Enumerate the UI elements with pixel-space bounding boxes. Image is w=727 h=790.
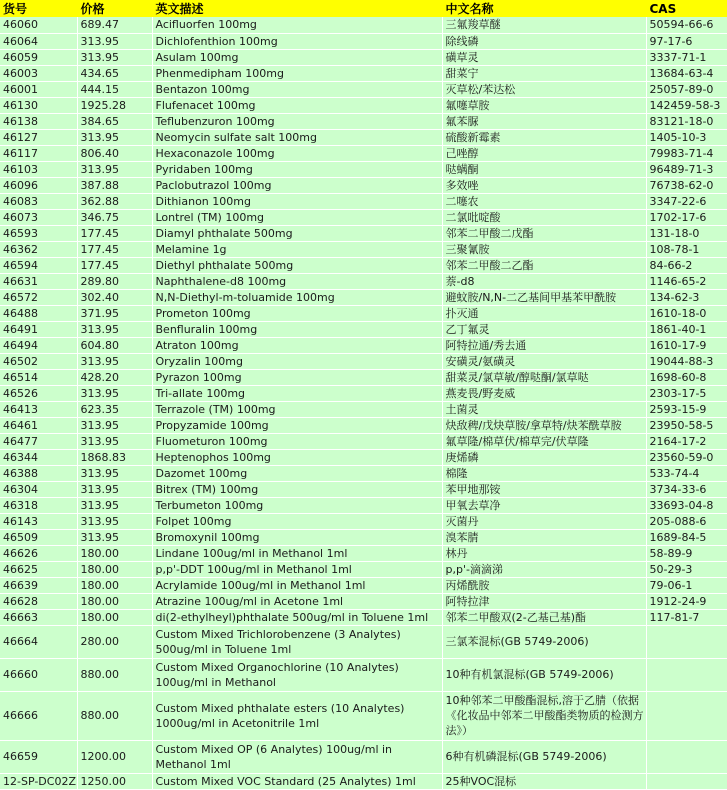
cell-english-description: Bentazon 100mg: [152, 81, 442, 97]
cell-price: 346.75: [77, 209, 152, 225]
table-row: [0, 417, 727, 433]
table-row: [0, 17, 727, 33]
cell-english-description: Heptenophos 100mg: [152, 449, 442, 465]
cell-english-description: Phenmedipham 100mg: [152, 65, 442, 81]
cell-item-number: 46663: [0, 609, 77, 625]
cell-chinese-name: 10种邻苯二甲酸酯混标,溶于乙腈（依据《化妆品中邻苯二甲酸酯类物质的检测方法》）: [442, 691, 646, 740]
cell-english-description: N,N-Diethyl-m-toluamide 100mg: [152, 289, 442, 305]
cell-price: 313.95: [77, 417, 152, 433]
cell-item-number: 12-SP-DC02Z: [0, 773, 77, 789]
header-item-number: 货号: [0, 0, 77, 17]
header-cas: CAS: [646, 0, 727, 17]
cell-item-number: 46073: [0, 209, 77, 225]
table-row: [0, 177, 727, 193]
cell-price: 302.40: [77, 289, 152, 305]
cell-item-number: 46413: [0, 401, 77, 417]
cell-cas: 108-78-1: [646, 241, 727, 257]
cell-english-description: Acrylamide 100ug/ml in Methanol 1ml: [152, 577, 442, 593]
table-row: [0, 497, 727, 513]
cell-cas: 1861-40-1: [646, 321, 727, 337]
cell-cas: [646, 658, 727, 691]
cell-price: 280.00: [77, 625, 152, 658]
cell-english-description: Lontrel (TM) 100mg: [152, 209, 442, 225]
cell-price: 313.95: [77, 497, 152, 513]
cell-cas: 1405-10-3: [646, 129, 727, 145]
cell-cas: 13684-63-4: [646, 65, 727, 81]
table-row: [0, 465, 727, 481]
cell-english-description: Bromoxynil 100mg: [152, 529, 442, 545]
cell-cas: 79-06-1: [646, 577, 727, 593]
cell-cas: 84-66-2: [646, 257, 727, 273]
cell-english-description: Pyridaben 100mg: [152, 161, 442, 177]
cell-price: 313.95: [77, 49, 152, 65]
cell-item-number: 46594: [0, 257, 77, 273]
cell-price: 177.45: [77, 225, 152, 241]
cell-price: 428.20: [77, 369, 152, 385]
cell-english-description: Melamine 1g: [152, 241, 442, 257]
cell-cas: 533-74-4: [646, 465, 727, 481]
cell-english-description: Oryzalin 100mg: [152, 353, 442, 369]
cell-cas: 2164-17-2: [646, 433, 727, 449]
cell-price: 313.95: [77, 33, 152, 49]
cell-item-number: 46666: [0, 691, 77, 740]
cell-price: 1925.28: [77, 97, 152, 113]
cell-english-description: Atrazine 100ug/ml in Acetone 1ml: [152, 593, 442, 609]
cell-english-description: Lindane 100ug/ml in Methanol 1ml: [152, 545, 442, 561]
cell-cas: 3734-33-6: [646, 481, 727, 497]
cell-english-description: Naphthalene-d8 100mg: [152, 273, 442, 289]
cell-english-description: Dazomet 100mg: [152, 465, 442, 481]
cell-chinese-name: 除线磷: [442, 33, 646, 49]
table-row: [0, 369, 727, 385]
cell-item-number: 46502: [0, 353, 77, 369]
cell-price: 1868.83: [77, 449, 152, 465]
cell-chinese-name: 甜菜宁: [442, 65, 646, 81]
table-row: [0, 740, 727, 773]
cell-chinese-name: 甲氧去草净: [442, 497, 646, 513]
cell-item-number: 46060: [0, 17, 77, 33]
cell-chinese-name: 灭草松/苯达松: [442, 81, 646, 97]
cell-cas: 1912-24-9: [646, 593, 727, 609]
cell-chinese-name: 乙丁氟灵: [442, 321, 646, 337]
cell-price: 444.15: [77, 81, 152, 97]
table-row: [0, 658, 727, 691]
cell-price: 180.00: [77, 545, 152, 561]
cell-chinese-name: 三氯苯混标(GB 5749-2006): [442, 625, 646, 658]
table-row: [0, 321, 727, 337]
cell-item-number: 46304: [0, 481, 77, 497]
cell-chinese-name: 阿特拉通/秀去通: [442, 337, 646, 353]
cell-item-number: 46660: [0, 658, 77, 691]
cell-item-number: 46631: [0, 273, 77, 289]
cell-item-number: 46362: [0, 241, 77, 257]
table-row: [0, 81, 727, 97]
cell-price: 180.00: [77, 593, 152, 609]
cell-chinese-name: 林丹: [442, 545, 646, 561]
table-row: [0, 401, 727, 417]
cell-chinese-name: p,p'-滴滴涕: [442, 561, 646, 577]
cell-cas: [646, 691, 727, 740]
cell-price: 1200.00: [77, 740, 152, 773]
cell-price: 313.95: [77, 385, 152, 401]
table-row: [0, 241, 727, 257]
table-row: [0, 305, 727, 321]
cell-english-description: Bitrex (TM) 100mg: [152, 481, 442, 497]
cell-cas: 117-81-7: [646, 609, 727, 625]
cell-english-description: Propyzamide 100mg: [152, 417, 442, 433]
cell-cas: 76738-62-0: [646, 177, 727, 193]
cell-cas: 23560-59-0: [646, 449, 727, 465]
cell-cas: 79983-71-4: [646, 145, 727, 161]
table-row: [0, 129, 727, 145]
table-row: [0, 433, 727, 449]
table-row: [0, 773, 727, 789]
cell-item-number: 46491: [0, 321, 77, 337]
table-row: [0, 625, 727, 658]
table-row: [0, 353, 727, 369]
cell-item-number: 46064: [0, 33, 77, 49]
cell-chinese-name: 萘-d8: [442, 273, 646, 289]
cell-price: 1250.00: [77, 773, 152, 789]
cell-cas: 131-18-0: [646, 225, 727, 241]
cell-price: 806.40: [77, 145, 152, 161]
cell-item-number: 46143: [0, 513, 77, 529]
cell-english-description: p,p'-DDT 100ug/ml in Methanol 1ml: [152, 561, 442, 577]
cell-price: 362.88: [77, 193, 152, 209]
cell-price: 313.95: [77, 129, 152, 145]
table-row: [0, 593, 727, 609]
cell-cas: 50594-66-6: [646, 17, 727, 33]
header-price: 价格: [77, 0, 152, 17]
cell-cas: 134-62-3: [646, 289, 727, 305]
cell-english-description: Paclobutrazol 100mg: [152, 177, 442, 193]
cell-english-description: Custom Mixed Trichlorobenzene (3 Analytes) 500ug/ml in Toluene 1ml: [152, 625, 442, 658]
table-row: [0, 65, 727, 81]
cell-item-number: 46003: [0, 65, 77, 81]
cell-chinese-name: 氟苯脲: [442, 113, 646, 129]
cell-english-description: Dithianon 100mg: [152, 193, 442, 209]
cell-price: 880.00: [77, 691, 152, 740]
cell-cas: 23950-58-5: [646, 417, 727, 433]
table-row: [0, 273, 727, 289]
table-row: [0, 561, 727, 577]
table-row: [0, 449, 727, 465]
cell-price: 313.95: [77, 481, 152, 497]
cell-price: 689.47: [77, 17, 152, 33]
cell-cas: 97-17-6: [646, 33, 727, 49]
cell-chinese-name: 安磺灵/氨磺灵: [442, 353, 646, 369]
table-row: [0, 33, 727, 49]
table-row: [0, 481, 727, 497]
cell-english-description: Prometon 100mg: [152, 305, 442, 321]
cell-chinese-name: 邻苯二甲酸二乙酯: [442, 257, 646, 273]
cell-item-number: 46477: [0, 433, 77, 449]
cell-cas: [646, 740, 727, 773]
cell-item-number: 46628: [0, 593, 77, 609]
cell-english-description: Hexaconazole 100mg: [152, 145, 442, 161]
cell-english-description: Pyrazon 100mg: [152, 369, 442, 385]
cell-chinese-name: 多效唑: [442, 177, 646, 193]
cell-item-number: 46138: [0, 113, 77, 129]
cell-english-description: Terbumeton 100mg: [152, 497, 442, 513]
cell-item-number: 46096: [0, 177, 77, 193]
cell-price: 371.95: [77, 305, 152, 321]
table-row: [0, 257, 727, 273]
cell-cas: 96489-71-3: [646, 161, 727, 177]
cell-price: 313.95: [77, 465, 152, 481]
cell-price: 177.45: [77, 241, 152, 257]
table-row: [0, 289, 727, 305]
cell-english-description: Neomycin sulfate salt 100mg: [152, 129, 442, 145]
cell-item-number: 46659: [0, 740, 77, 773]
table-row: [0, 337, 727, 353]
cell-price: 384.65: [77, 113, 152, 129]
cell-chinese-name: 溴苯腈: [442, 529, 646, 545]
cell-english-description: Custom Mixed VOC Standard (25 Analytes) 1ml: [152, 773, 442, 789]
cell-cas: 2593-15-9: [646, 401, 727, 417]
cell-english-description: Diamyl phthalate 500mg: [152, 225, 442, 241]
cell-cas: 3337-71-1: [646, 49, 727, 65]
cell-chinese-name: 灭菌丹: [442, 513, 646, 529]
cell-english-description: Custom Mixed phthalate esters (10 Analytes) 1000ug/ml in Acetonitrile 1ml: [152, 691, 442, 740]
cell-english-description: Custom Mixed OP (6 Analytes) 100ug/ml in Methanol 1ml: [152, 740, 442, 773]
table-row: [0, 513, 727, 529]
cell-chinese-name: 棉隆: [442, 465, 646, 481]
cell-chinese-name: 苯甲地那铵: [442, 481, 646, 497]
cell-chinese-name: 三氟羧草醚: [442, 17, 646, 33]
cell-cas: 1146-65-2: [646, 273, 727, 289]
cell-chinese-name: 硫酸新霉素: [442, 129, 646, 145]
cell-chinese-name: 氟噻草胺: [442, 97, 646, 113]
cell-english-description: Teflubenzuron 100mg: [152, 113, 442, 129]
cell-cas: 33693-04-8: [646, 497, 727, 513]
table-row: [0, 691, 727, 740]
cell-price: 387.88: [77, 177, 152, 193]
cell-cas: 83121-18-0: [646, 113, 727, 129]
cell-english-description: Dichlofenthion 100mg: [152, 33, 442, 49]
table-row: [0, 545, 727, 561]
cell-item-number: 46117: [0, 145, 77, 161]
cell-english-description: Custom Mixed Organochlorine (10 Analytes) 100ug/ml in Methanol: [152, 658, 442, 691]
cell-cas: 1698-60-8: [646, 369, 727, 385]
cell-chinese-name: 避蚊胺/N,N-二乙基间甲基苯甲酰胺: [442, 289, 646, 305]
cell-cas: 1689-84-5: [646, 529, 727, 545]
table-row: [0, 145, 727, 161]
cell-cas: 50-29-3: [646, 561, 727, 577]
cell-item-number: 46626: [0, 545, 77, 561]
cell-english-description: Folpet 100mg: [152, 513, 442, 529]
cell-chinese-name: 炔敌稗/戊炔草胺/拿草特/炔苯酰草胺: [442, 417, 646, 433]
cell-chinese-name: 哒螨酮: [442, 161, 646, 177]
cell-item-number: 46130: [0, 97, 77, 113]
cell-chinese-name: 己唑醇: [442, 145, 646, 161]
table-row: [0, 97, 727, 113]
table-row: [0, 193, 727, 209]
cell-price: 180.00: [77, 577, 152, 593]
cell-english-description: Fluometuron 100mg: [152, 433, 442, 449]
cell-item-number: 46127: [0, 129, 77, 145]
cell-price: 313.95: [77, 353, 152, 369]
cell-item-number: 46318: [0, 497, 77, 513]
cell-item-number: 46509: [0, 529, 77, 545]
header-english-description: 英文描述: [152, 0, 442, 17]
cell-english-description: Acifluorfen 100mg: [152, 17, 442, 33]
cell-item-number: 46572: [0, 289, 77, 305]
cell-english-description: Benfluralin 100mg: [152, 321, 442, 337]
table-row: [0, 385, 727, 401]
cell-chinese-name: 氟草隆/棉草伏/棉草完/伏草隆: [442, 433, 646, 449]
cell-english-description: Tri-allate 100mg: [152, 385, 442, 401]
cell-chinese-name: 燕麦畏/野麦威: [442, 385, 646, 401]
cell-price: 180.00: [77, 609, 152, 625]
cell-price: 313.95: [77, 321, 152, 337]
cell-item-number: 46526: [0, 385, 77, 401]
table-row: [0, 161, 727, 177]
cell-price: 313.95: [77, 433, 152, 449]
table-row: [0, 529, 727, 545]
cell-item-number: 46593: [0, 225, 77, 241]
cell-cas: 1610-17-9: [646, 337, 727, 353]
cell-chinese-name: 三聚氰胺: [442, 241, 646, 257]
cell-price: 880.00: [77, 658, 152, 691]
cell-cas: 1610-18-0: [646, 305, 727, 321]
cell-price: 177.45: [77, 257, 152, 273]
cell-english-description: Atraton 100mg: [152, 337, 442, 353]
cell-chinese-name: 扑灭通: [442, 305, 646, 321]
cell-english-description: Diethyl phthalate 500mg: [152, 257, 442, 273]
cell-english-description: Flufenacet 100mg: [152, 97, 442, 113]
cell-price: 623.35: [77, 401, 152, 417]
cell-chinese-name: 二氯吡啶酸: [442, 209, 646, 225]
cell-chinese-name: 磺草灵: [442, 49, 646, 65]
cell-price: 313.95: [77, 529, 152, 545]
table-row: [0, 225, 727, 241]
cell-item-number: 46001: [0, 81, 77, 97]
cell-item-number: 46488: [0, 305, 77, 321]
cell-price: 180.00: [77, 561, 152, 577]
cell-cas: 19044-88-3: [646, 353, 727, 369]
cell-item-number: 46083: [0, 193, 77, 209]
cell-cas: 1702-17-6: [646, 209, 727, 225]
cell-item-number: 46461: [0, 417, 77, 433]
cell-chinese-name: 10种有机氯混标(GB 5749-2006): [442, 658, 646, 691]
cell-cas: 25057-89-0: [646, 81, 727, 97]
cell-english-description: Terrazole (TM) 100mg: [152, 401, 442, 417]
cell-item-number: 46388: [0, 465, 77, 481]
cell-chinese-name: 阿特拉津: [442, 593, 646, 609]
cell-price: 289.80: [77, 273, 152, 289]
table-row: [0, 209, 727, 225]
cell-item-number: 46494: [0, 337, 77, 353]
cell-cas: 3347-22-6: [646, 193, 727, 209]
table-row: [0, 577, 727, 593]
cell-chinese-name: 25种VOC混标: [442, 773, 646, 789]
cell-cas: 58-89-9: [646, 545, 727, 561]
cell-chinese-name: 丙烯酰胺: [442, 577, 646, 593]
table-body: [0, 17, 727, 789]
cell-chinese-name: 土菌灵: [442, 401, 646, 417]
cell-price: 434.65: [77, 65, 152, 81]
cell-item-number: 46344: [0, 449, 77, 465]
cell-chinese-name: 邻苯二甲酸二戊酯: [442, 225, 646, 241]
cell-price: 604.80: [77, 337, 152, 353]
cell-chinese-name: 庚烯磷: [442, 449, 646, 465]
cell-chinese-name: 邻苯二甲酸双(2-乙基己基)酯: [442, 609, 646, 625]
table-row: [0, 609, 727, 625]
table-header-row: [0, 0, 727, 17]
cell-chinese-name: 二噻农: [442, 193, 646, 209]
cell-item-number: 46625: [0, 561, 77, 577]
table-row: [0, 49, 727, 65]
cell-item-number: 46059: [0, 49, 77, 65]
cell-cas: 205-088-6: [646, 513, 727, 529]
cell-cas: 2303-17-5: [646, 385, 727, 401]
cell-price: 313.95: [77, 513, 152, 529]
cell-item-number: 46664: [0, 625, 77, 658]
cell-cas: 142459-58-3: [646, 97, 727, 113]
cell-cas: [646, 773, 727, 789]
cell-english-description: di(2-ethylheyl)phthalate 500ug/ml in Toluene 1ml: [152, 609, 442, 625]
header-chinese-name: 中文名称: [442, 0, 646, 17]
cell-item-number: 46639: [0, 577, 77, 593]
cell-item-number: 46103: [0, 161, 77, 177]
cell-chinese-name: 甜菜灵/氯草敏/醇哒酮/氯草哒: [442, 369, 646, 385]
cell-english-description: Asulam 100mg: [152, 49, 442, 65]
table-row: [0, 113, 727, 129]
cell-item-number: 46514: [0, 369, 77, 385]
cell-cas: [646, 625, 727, 658]
cell-price: 313.95: [77, 161, 152, 177]
cell-chinese-name: 6种有机磷混标(GB 5749-2006): [442, 740, 646, 773]
